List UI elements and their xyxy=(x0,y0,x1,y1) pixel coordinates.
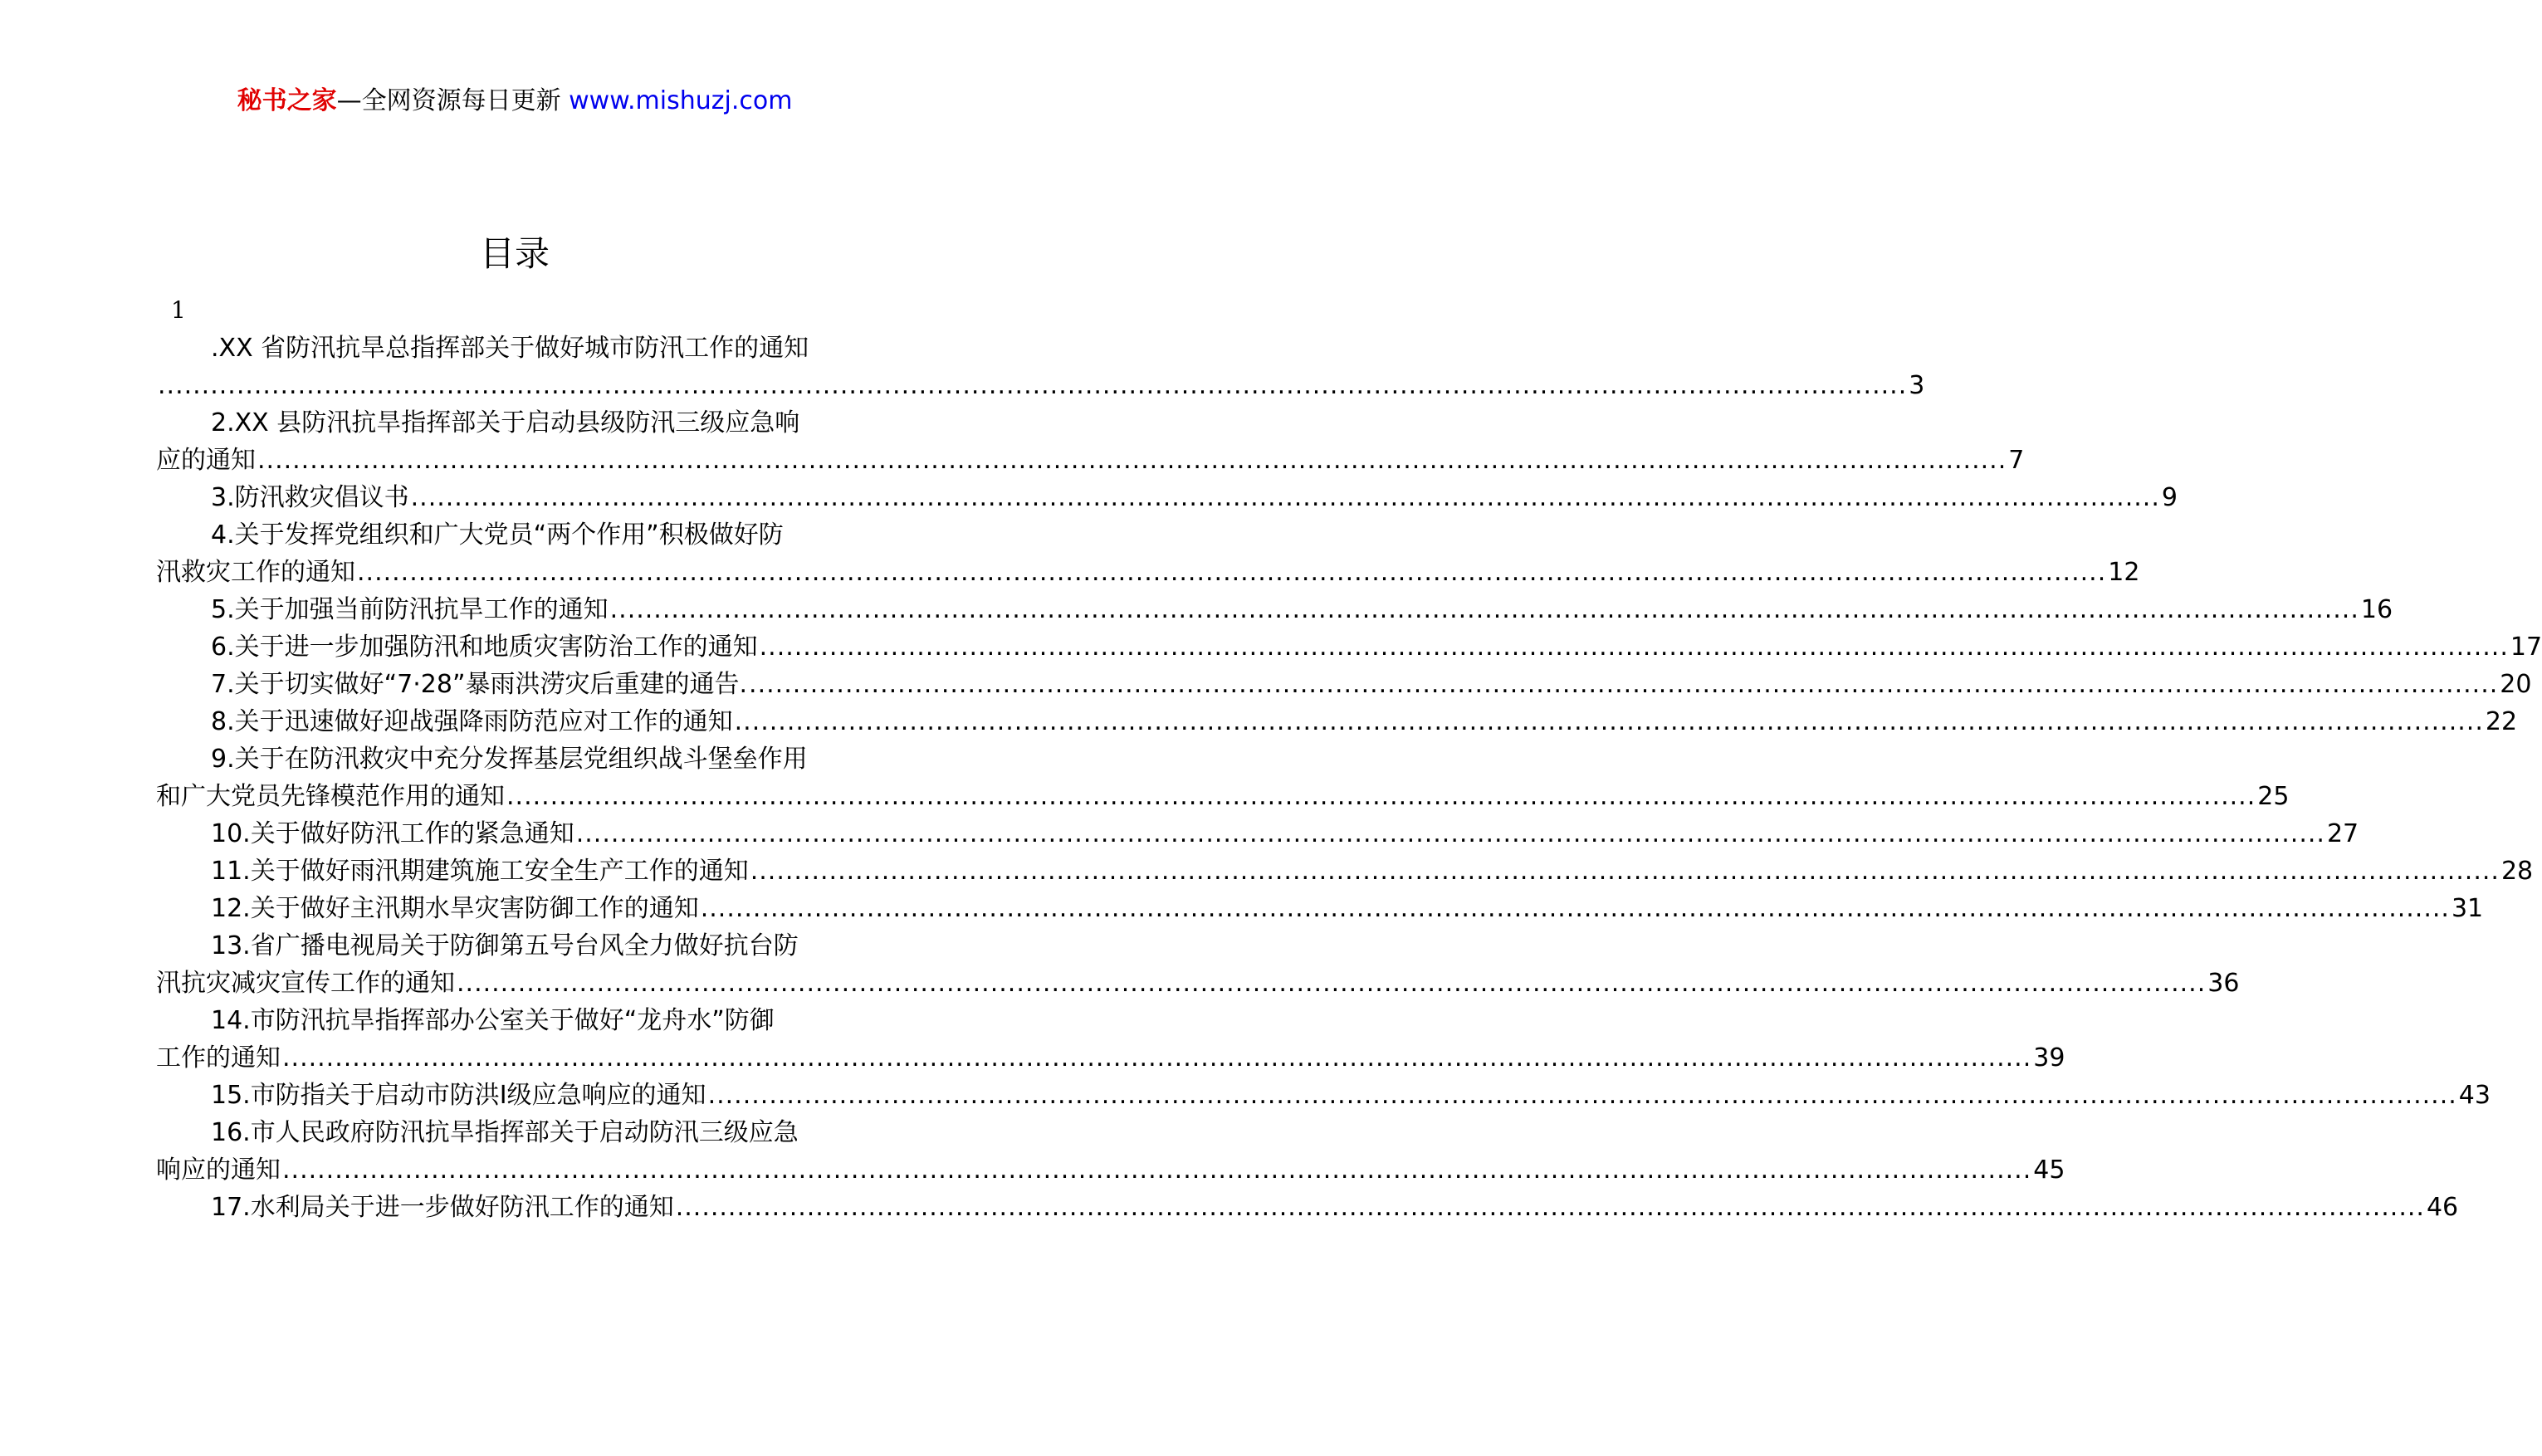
dot-leader: ........................................................................................................................................................................................................ xyxy=(609,595,2359,624)
table-of-contents xyxy=(156,330,2542,1226)
toc-entry-line xyxy=(156,442,2025,479)
toc-entry-line xyxy=(156,330,872,367)
toc-entry-line xyxy=(156,554,2140,591)
site-header xyxy=(0,83,1029,120)
toc-entry-line xyxy=(156,853,2534,890)
toc-page-number: 9 xyxy=(2161,483,2178,512)
toc-entry-line xyxy=(156,1039,2065,1077)
header-tagline: —全网资源每日更新 xyxy=(336,86,561,115)
dot-leader: ........................................................................................................................................................................................................ xyxy=(282,1043,2032,1072)
toc-page-number: 31 xyxy=(2451,894,2484,923)
toc-entry[interactable] xyxy=(156,666,2532,703)
dot-leader: ........................................................................................................................................................................................................ xyxy=(158,371,1908,400)
toc-entry-line xyxy=(156,890,2484,927)
toc-entry[interactable] xyxy=(156,404,2025,479)
toc-entry[interactable] xyxy=(156,628,2542,666)
dot-leader: ........................................................................................................................................................................................................ xyxy=(575,819,2325,848)
toc-entry-line xyxy=(156,367,1925,404)
toc-entry-title: 应的通知 xyxy=(156,446,256,475)
toc-page-number: 45 xyxy=(2033,1156,2065,1185)
toc-entry-line xyxy=(156,965,2240,1002)
dot-leader: ........................................................................................................................................................................................................ xyxy=(457,969,2207,998)
toc-page-number: 28 xyxy=(2500,857,2534,886)
page-title: 目录 xyxy=(479,233,550,274)
toc-entry[interactable] xyxy=(156,703,2518,740)
toc-entry[interactable] xyxy=(156,1002,2065,1077)
toc-page-number: 3 xyxy=(1909,371,1925,400)
toc-entry-title: 3.防汛救灾倡议书 xyxy=(211,483,409,512)
toc-entry-title: 6.关于进一步加强防汛和地质灾害防治工作的通知 xyxy=(211,633,758,662)
toc-entry[interactable] xyxy=(156,1189,2459,1226)
brand-name: 秘书之家 xyxy=(237,86,337,115)
toc-page-number: 39 xyxy=(2033,1043,2065,1072)
toc-page-number: 17 xyxy=(2510,633,2542,662)
toc-entry-title: 8.关于迅速做好迎战强降雨防范应对工作的通知 xyxy=(211,707,733,736)
toc-entry-line xyxy=(156,740,872,778)
site-url-link[interactable]: www.mishuzj.com xyxy=(569,86,793,115)
toc-entry-title: 10.关于做好防汛工作的紧急通知 xyxy=(211,819,574,848)
toc-entry-title: 工作的通知 xyxy=(156,1043,281,1072)
toc-page-number: 12 xyxy=(2108,558,2140,587)
toc-entry-line xyxy=(156,516,872,554)
toc-entry-title: 16.市人民政府防汛抗旱指挥部关于启动防汛三级应急 xyxy=(211,1118,799,1147)
toc-entry-title: 汛救灾工作的通知 xyxy=(156,558,355,587)
dot-leader: ........................................................................................................................................................................................................ xyxy=(750,857,2500,886)
toc-page-number: 36 xyxy=(2207,969,2240,998)
toc-entry-line xyxy=(156,778,2290,815)
dot-leader: ........................................................................................................................................................................................................ xyxy=(675,1193,2425,1222)
toc-entry[interactable] xyxy=(156,591,2393,628)
toc-entry-title: 9.关于在防汛救灾中充分发挥基层党组织战斗堡垒作用 xyxy=(211,745,808,774)
toc-entry-line xyxy=(156,404,872,442)
toc-page-number: 22 xyxy=(2485,707,2518,736)
footnote-number: 1 xyxy=(171,296,186,324)
dot-leader: ........................................................................................................................................................................................................ xyxy=(410,483,2160,512)
toc-entry-title: 2.XX 县防汛抗旱指挥部关于启动县级防汛三级应急响 xyxy=(211,408,800,437)
toc-entry-line xyxy=(156,1151,2065,1189)
toc-entry-line xyxy=(156,1189,2459,1226)
toc-page-number: 46 xyxy=(2426,1193,2459,1222)
toc-entry-title: 7.关于切实做好“7·28”暴雨洪涝灾后重建的通告. xyxy=(211,670,748,699)
dot-leader: ........................................................................................................................................................................................................ xyxy=(749,670,2499,699)
toc-entry[interactable] xyxy=(156,890,2484,927)
toc-entry-title: 11.关于做好雨汛期建筑施工安全生产工作的通知 xyxy=(211,857,749,886)
toc-entry-title: 17.水利局关于进一步做好防汛工作的通知 xyxy=(211,1193,674,1222)
toc-entry-line xyxy=(156,591,2393,628)
toc-entry[interactable] xyxy=(156,1114,2065,1189)
toc-entry-line xyxy=(156,479,2178,516)
toc-page-number: 27 xyxy=(2326,819,2359,848)
toc-page-number: 25 xyxy=(2257,782,2290,811)
dot-leader: ........................................................................................................................................................................................................ xyxy=(506,782,2256,811)
toc-entry[interactable] xyxy=(156,740,2290,815)
toc-entry-line xyxy=(156,927,872,965)
toc-page-number: 43 xyxy=(2458,1081,2491,1110)
dot-leader: ........................................................................................................................................................................................................ xyxy=(759,633,2509,662)
toc-entry[interactable] xyxy=(156,853,2534,890)
toc-entry-line xyxy=(156,1077,2491,1114)
dot-leader: ........................................................................................................................................................................................................ xyxy=(707,1081,2457,1110)
toc-entry-title: 响应的通知 xyxy=(156,1156,281,1185)
toc-page-number: 16 xyxy=(2360,595,2393,624)
toc-entry-line xyxy=(156,1114,872,1151)
dot-leader: ........................................................................................................................................................................................................ xyxy=(282,1156,2032,1185)
toc-page-number: 7 xyxy=(2008,446,2025,475)
toc-entry-title: 13.省广播电视局关于防御第五号台风全力做好抗台防 xyxy=(211,931,799,960)
toc-entry-line xyxy=(156,1002,872,1039)
dot-leader: ........................................................................................................................................................................................................ xyxy=(734,707,2484,736)
toc-entry-title: 4.关于发挥党组织和广大党员“两个作用”积极做好防 xyxy=(211,520,784,550)
toc-entry-title: 5.关于加强当前防汛抗旱工作的通知 xyxy=(211,595,609,624)
dot-leader: ........................................................................................................................................................................................................ xyxy=(257,446,2007,475)
toc-entry-title: .XX 省防汛抗旱总指挥部关于做好城市防汛工作的通知 xyxy=(211,334,809,363)
toc-entry[interactable] xyxy=(156,1077,2491,1114)
toc-entry[interactable] xyxy=(156,815,2359,853)
toc-entry-title: 和广大党员先锋模范作用的通知 xyxy=(156,782,505,811)
toc-entry-title: 12.关于做好主汛期水旱灾害防御工作的通知 xyxy=(211,894,699,923)
toc-entry-title: 汛抗灾减灾宣传工作的通知 xyxy=(156,969,455,998)
toc-entry-line xyxy=(156,628,2542,666)
toc-entry-line xyxy=(156,666,2532,703)
toc-page-number: 20 xyxy=(2500,670,2532,699)
toc-entry-title: 14.市防汛抗旱指挥部办公室关于做好“龙舟水”防御 xyxy=(211,1006,775,1035)
toc-entry[interactable] xyxy=(156,516,2140,591)
toc-entry-title: 15.市防指关于启动市防洪Ⅰ级应急响应的通知 xyxy=(211,1081,706,1110)
dot-leader: ........................................................................................................................................................................................................ xyxy=(357,558,2107,587)
toc-entry[interactable] xyxy=(156,330,1925,404)
toc-entry-line xyxy=(156,703,2518,740)
toc-entry[interactable] xyxy=(156,479,2178,516)
toc-entry[interactable] xyxy=(156,927,2240,1002)
toc-entry-line xyxy=(156,815,2359,853)
dot-leader: ........................................................................................................................................................................................................ xyxy=(700,894,2450,923)
